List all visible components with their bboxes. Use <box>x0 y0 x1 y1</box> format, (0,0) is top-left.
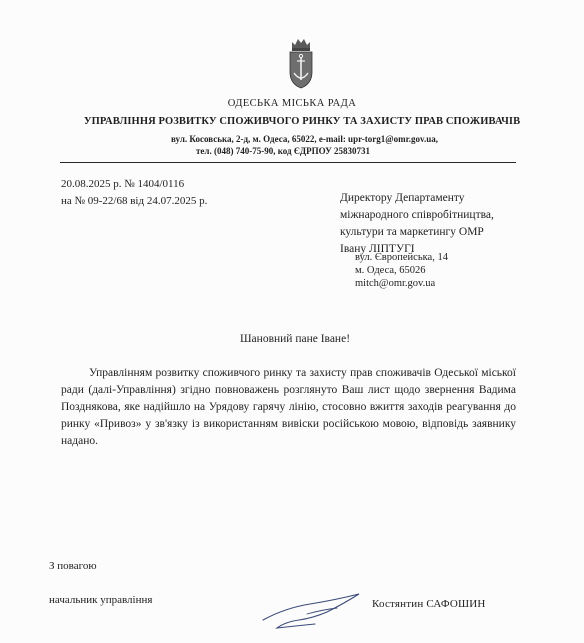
addressee-city: м. Одеса, 65026 <box>355 265 426 276</box>
outgoing-registration: 20.08.2025 р. № 1404/0116 <box>61 178 185 190</box>
addressee-block <box>340 190 494 258</box>
addressee-street: вул. Європейська, 14 <box>355 252 448 263</box>
department-address: вул. Косовська, 2-д, м. Одеса, 65022, e-mail: upr-torg1@omr.gov.ua, <box>171 134 439 144</box>
department-name: УПРАВЛІННЯ РОЗВИТКУ СПОЖИВЧОГО РИНКУ ТА ЗАХИСТУ ПРАВ СПОЖИВАЧІВ <box>83 116 521 127</box>
addressee-name: Івану ЛІПТУГІ <box>340 243 415 255</box>
header-divider <box>60 162 516 163</box>
odesa-coat-of-arms-icon <box>286 34 316 90</box>
department-phone-code: тел. (048) 740-75-90, код ЄДРПОУ 25830731 <box>196 146 370 156</box>
addressee-line: культури та маркетингу ОМР <box>340 226 484 238</box>
closing: З повагою <box>49 560 97 572</box>
signer-name: Костянтин САФОШИН <box>372 598 486 610</box>
addressee-line: міжнародного співробітництва, <box>340 209 494 221</box>
signer-position: начальник управління <box>49 594 153 606</box>
addressee-contact <box>355 251 448 290</box>
letter-body: Управлінням розвитку споживчого ринку та захисту прав споживачів Одеської міської ради (далі-Управління) згідно повноважень розглянуто Ваш лист щодо звернення Вадима Позднякова, яке надійшло на Урядову гарячу лінію, стосовно вжиття заходів реагування до ринку «Привоз» у зв'язку із використанням вивіски російською мовою, відповідь заявнику надано. <box>61 367 516 447</box>
salutation: Шановний пане Іване! <box>239 333 351 345</box>
city-council-name: ОДЕСЬКА МІСЬКА РАДА <box>227 98 357 109</box>
addressee-email: mitch@omr.gov.ua <box>355 278 436 289</box>
incoming-reference: на № 09-22/68 від 24.07.2025 р. <box>61 195 208 207</box>
handwritten-signature <box>255 584 375 634</box>
addressee-line: Директору Департаменту <box>340 192 465 204</box>
